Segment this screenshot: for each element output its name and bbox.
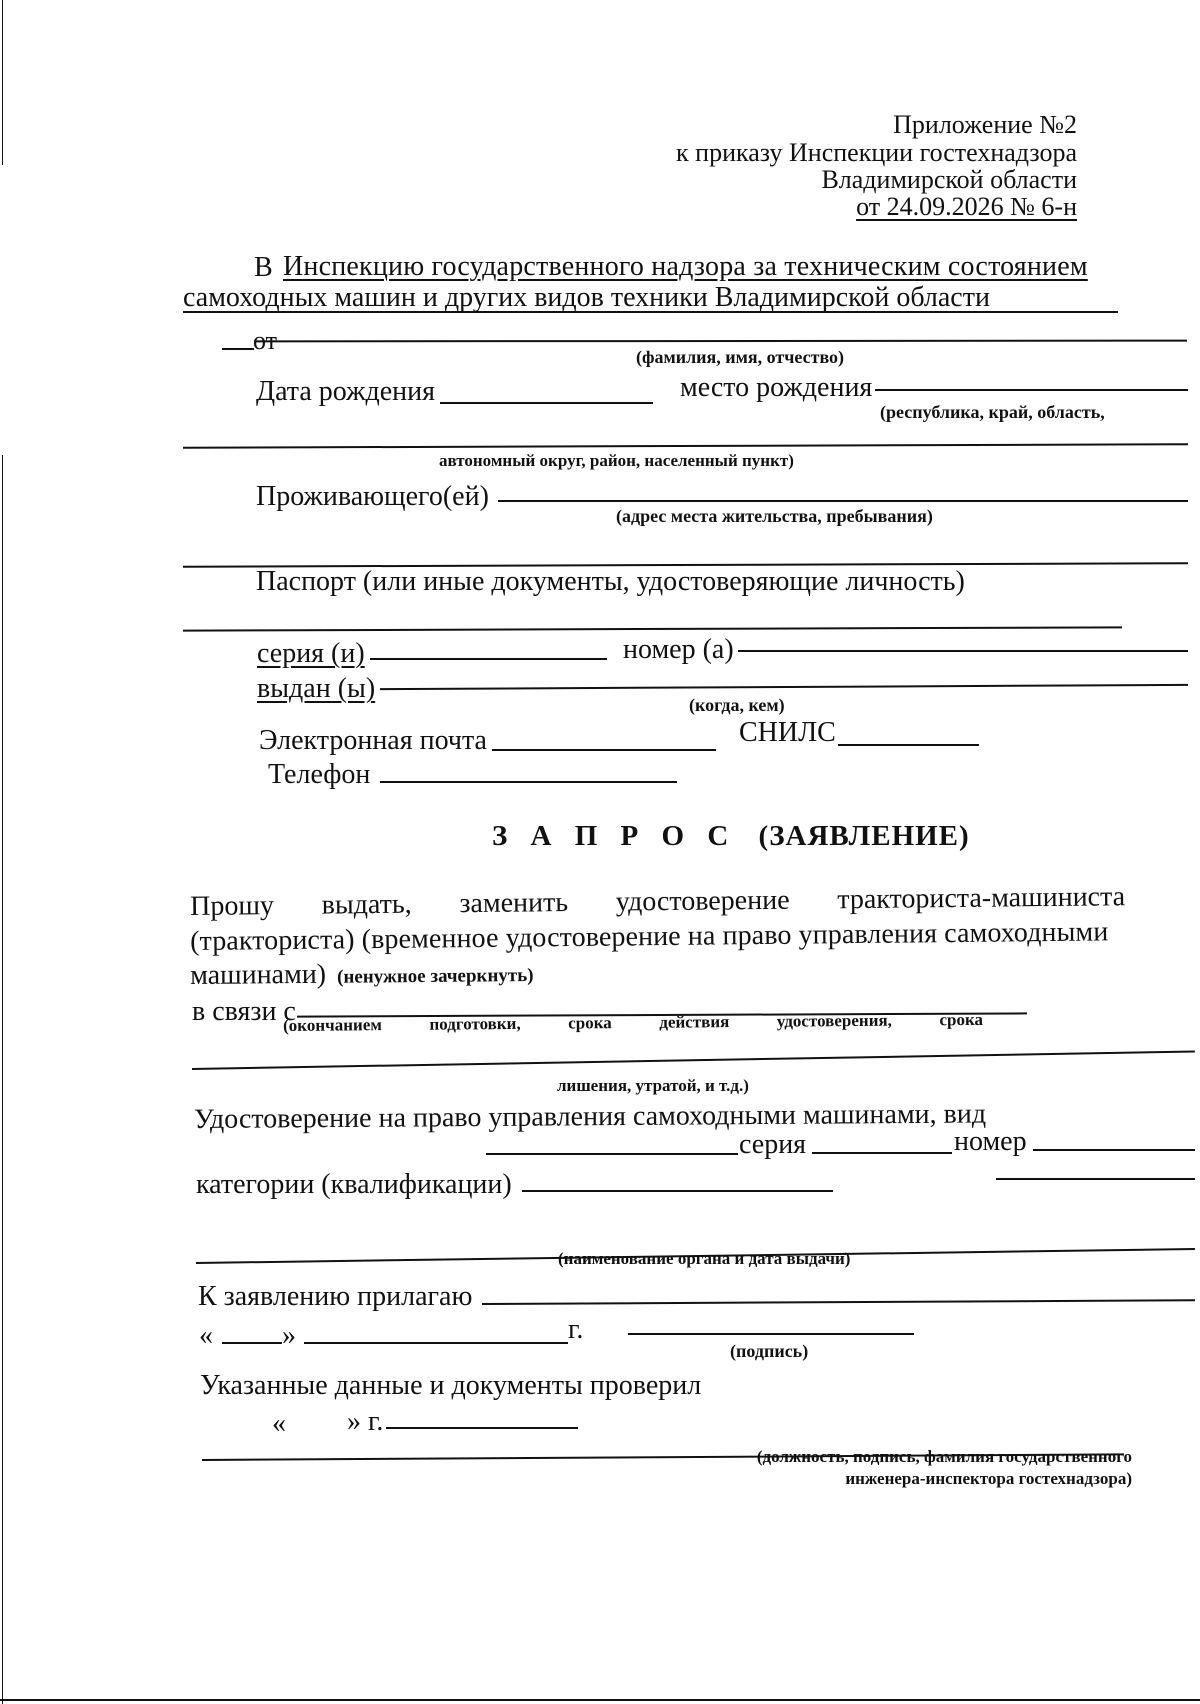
- birth-place-hint-2: автономный округ, район, населенный пункт): [439, 451, 794, 470]
- addressee-line2: самоходных машин и других видов техники Владимирской области: [183, 282, 990, 313]
- passport-issued-label: выдан (ы): [257, 673, 376, 704]
- passport-line: [183, 626, 1122, 631]
- date-year-suffix: г.: [568, 1314, 584, 1345]
- addressee-prefix: В: [254, 252, 273, 283]
- date-month-line: [304, 1342, 568, 1344]
- license-series-label: серия: [739, 1129, 807, 1160]
- para-word-4: удостоверение: [615, 884, 790, 918]
- license-extra-line: [996, 1178, 1195, 1180]
- email-line: [492, 749, 716, 751]
- passport-label: Паспорт (или иные документы, удостоверяющие личность): [256, 566, 965, 597]
- para-word-3: заменить: [459, 887, 569, 920]
- reason-line-2: [192, 1050, 1195, 1070]
- request-title-spaced: З А П Р О С: [492, 820, 737, 852]
- categories-label: категории (квалификации): [196, 1169, 512, 1200]
- birth-place-hint-1: (республика, край, область,: [880, 402, 1105, 422]
- date-close-quote: »: [282, 1320, 296, 1351]
- reason-hint-word-6: срока: [939, 1009, 984, 1030]
- reason-hint-word-1: (окончанием: [282, 1015, 382, 1035]
- license-label: Удостоверение на право управления самоходными машинами, вид: [193, 1098, 987, 1135]
- signature-hint: (подпись): [730, 1341, 809, 1361]
- email-label: Электронная почта: [259, 725, 487, 756]
- request-paragraph-line3: [190, 959, 534, 990]
- date-open-quote: «: [199, 1320, 213, 1351]
- license-number-line: [1033, 1149, 1195, 1151]
- addressee-underline: [183, 311, 1118, 313]
- categories-line: [522, 1190, 833, 1192]
- request-title-paren: (ЗАЯВЛЕНИЕ): [758, 820, 970, 852]
- snils-label: СНИЛС: [739, 717, 836, 748]
- checked-date-open: «: [272, 1408, 286, 1439]
- request-paragraph-line1: [190, 883, 1125, 921]
- reason-hint-word-2: подготовки,: [429, 1013, 521, 1034]
- fio-line-left: [222, 348, 254, 350]
- inspector-hint-1: (должность, подпись, фамилия государственного: [756, 1447, 1132, 1466]
- fio-line: [254, 340, 1187, 343]
- reason-hint-word-5: удостоверения,: [776, 1010, 892, 1031]
- inspector-hint-2: инженера-инспектора гостехнадзора): [845, 1469, 1132, 1488]
- header-order-date: от 24.09.2026 № 6-н: [856, 192, 1077, 221]
- header-order: к приказу Инспекции гостехнадзора: [676, 138, 1077, 167]
- checked-date-line: [386, 1427, 578, 1429]
- birth-place-line-2: [183, 443, 1188, 449]
- para-word-2: выдать,: [321, 888, 412, 921]
- birth-place-label: место рождения: [680, 372, 873, 403]
- fio-hint: (фамилия, имя, отчество): [636, 347, 845, 367]
- license-number-label: номер: [954, 1126, 1027, 1157]
- snils-line: [838, 744, 979, 746]
- scan-edge-line-top: [2, 0, 3, 165]
- passport-number-line: [738, 650, 1188, 652]
- scan-edge-line-bottom: [2, 455, 3, 1704]
- passport-series-line: [370, 658, 607, 660]
- passport-issued-line: [380, 684, 1188, 690]
- para-word-5: тракториста-машиниста: [837, 881, 1126, 916]
- passport-issued-hint: (когда, кем): [689, 695, 785, 715]
- reason-label: в связи с: [192, 996, 296, 1027]
- license-series-line: [812, 1152, 952, 1154]
- passport-series-label: серия (и): [257, 638, 365, 669]
- reason-hint-word-4: действия: [659, 1012, 730, 1032]
- para-line3-text: машинами): [189, 958, 327, 991]
- passport-number-label: номер (а): [623, 634, 734, 665]
- attach-line: [482, 1299, 1195, 1305]
- birth-date-label: Дата рождения: [256, 376, 435, 407]
- birth-date-line: [440, 402, 653, 404]
- request-title: [492, 822, 970, 851]
- issuer-hint: (наименование органа и дата выдачи): [558, 1249, 851, 1268]
- para-line3-hint: (ненужное зачеркнуть): [336, 965, 534, 988]
- addressee-line1: Инспекцию государственного надзора за техническим состоянием: [283, 251, 1088, 282]
- phone-label: Телефон: [268, 759, 371, 790]
- date-day-line: [222, 1342, 282, 1344]
- checked-date-close: » г.: [347, 1406, 384, 1437]
- signature-line: [628, 1333, 914, 1335]
- scan-bottom-line: [0, 1699, 1200, 1701]
- from-label: от: [253, 326, 278, 355]
- residence-label: Проживающего(ей): [256, 481, 489, 512]
- para-word-1: Прошу: [189, 890, 275, 922]
- residence-hint: (адрес места жительства, пребывания): [616, 506, 933, 526]
- reason-hint-line2: лишения, утратой, и т.д.): [557, 1076, 749, 1095]
- checked-label: Указанные данные и документы проверил: [200, 1370, 702, 1401]
- request-paragraph-line2: (тракториста) (временное удостоверение на право управления самоходными: [189, 916, 1109, 957]
- header-appendix: Приложение №2: [893, 110, 1077, 139]
- license-type-line: [486, 1153, 738, 1155]
- attach-label: К заявлению прилагаю: [198, 1281, 473, 1312]
- reason-hint-word-3: срока: [568, 1013, 612, 1033]
- residence-line: [498, 500, 1188, 502]
- birth-place-line: [875, 389, 1188, 391]
- phone-line: [380, 781, 677, 783]
- header-region: Владимирской области: [821, 165, 1077, 194]
